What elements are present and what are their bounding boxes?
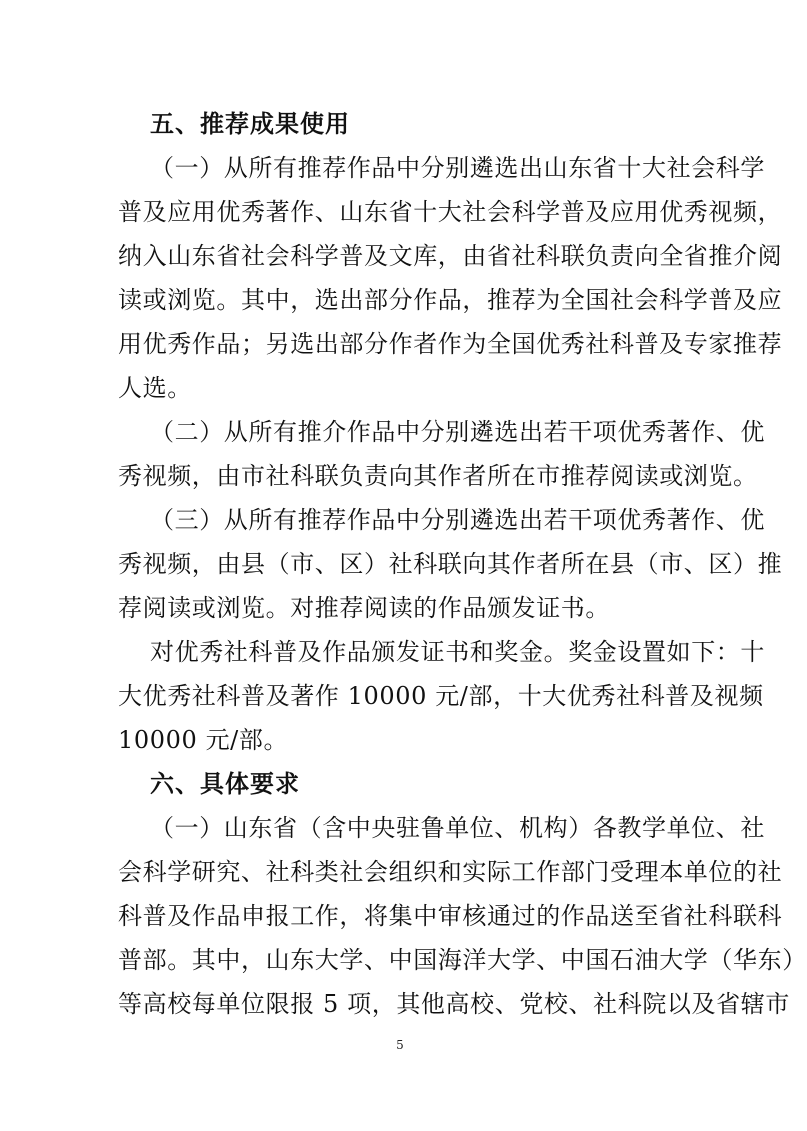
paragraph-line: （三）从所有推荐作品中分别遴选出若干项优秀著作、优 [150,506,765,534]
paragraph-line: 科普及作品申报工作，将集中审核通过的作品送至省社科联科 [118,902,783,930]
paragraph-line: （二）从所有推介作品中分别遴选出若干项优秀著作、优 [150,418,765,446]
paragraph-line: 普及应用优秀著作、山东省十大社会科学普及应用优秀视频， [118,198,783,226]
paragraph-line: 纳入山东省社会科学普及文库，由省社科联负责向全省推介阅 [118,242,783,270]
paragraph-line: 用优秀作品；另选出部分作者作为全国优秀社科普及专家推荐 [118,330,783,358]
paragraph-line: 会科学研究、社科类社会组织和实际工作部门受理本单位的社 [118,858,783,886]
section-heading-6: 六、具体要求 [150,770,300,798]
paragraph-line: 大优秀社科普及著作 10000 元/部，十大优秀社科普及视频 [118,682,764,710]
paragraph-line: 等高校每单位限报 5 项，其他高校、党校、社科院以及省辖市 [118,990,790,1018]
paragraph-line: 秀视频，由县（市、区）社科联向其作者所在县（市、区）推 [118,550,783,578]
paragraph-line: （一）从所有推荐作品中分别遴选出山东省十大社会科学 [150,154,765,182]
paragraph-line: 秀视频，由市社科联负责向其作者所在市推荐阅读或浏览。 [118,462,758,490]
paragraph-line: 读或浏览。其中，选出部分作品，推荐为全国社会科学普及应 [118,286,783,314]
paragraph-line: 10000 元/部。 [118,726,289,754]
page-number: 5 [396,1038,404,1052]
paragraph-line: （一）山东省（含中央驻鲁单位、机构）各教学单位、社 [150,814,765,842]
paragraph-line: 人选。 [118,374,192,402]
paragraph-line: 对优秀社科普及作品颁发证书和奖金。奖金设置如下：十 [150,638,765,666]
paragraph-line: 普部。其中，山东大学、中国海洋大学、中国石油大学（华东） [118,946,807,974]
paragraph-line: 荐阅读或浏览。对推荐阅读的作品颁发证书。 [118,594,610,622]
section-heading-5: 五、推荐成果使用 [150,110,350,138]
